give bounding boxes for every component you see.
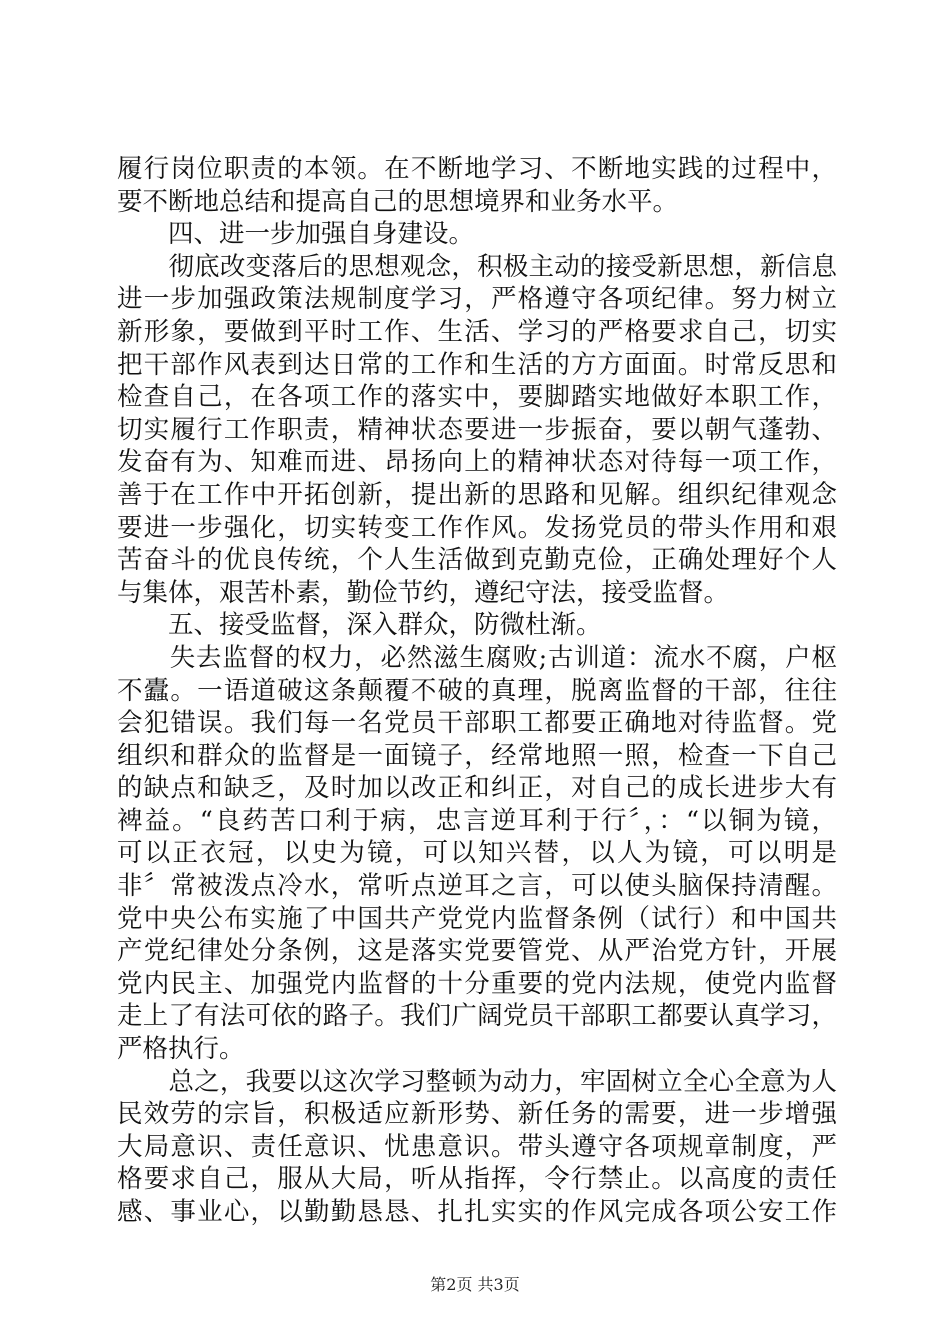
text-line: 总之，我要以这次学习整顿为动力，牢固树立全心全意为人: [117, 1066, 837, 1097]
text-line: 进一步加强政策法规制度学习，严格遵守各项纪律。努力树立: [117, 284, 837, 315]
text-line: 会犯错误。我们每一名党员干部职工都要正确地对待监督。党: [117, 708, 837, 739]
text-line: 组织和群众的监督是一面镜子，经常地照一照，检查一下自己: [117, 740, 837, 771]
text-line: 感、事业心，以勤勤恳恳、扎扎实实的作风完成各项公安工作: [117, 1197, 837, 1227]
text-line: 党内民主、加强党内监督的十分重要的党内法规，使党内监督: [117, 968, 837, 999]
text-line: 切实履行工作职责，精神状态要进一步振奋，要以朝气蓬勃、: [117, 414, 837, 445]
text-line: 不蠹。一语道破这条颠覆不破的真理，脱离监督的干部，往往: [117, 675, 837, 706]
text-line: 的缺点和缺乏，及时加以改正和纠正，对自己的成长进步大有: [117, 773, 837, 804]
page-footer: 第2页 共3页: [430, 1275, 520, 1294]
text-line: 严格执行。: [117, 1034, 245, 1065]
text-line: 要不断地总结和提高自己的思想境界和业务水平。: [117, 186, 679, 217]
text-line: 民效劳的宗旨，积极适应新形势、新任务的需要，进一步增强: [117, 1099, 837, 1130]
text-line: 要进一步强化，切实转变工作作风。发扬党员的带头作用和艰: [117, 512, 837, 543]
text-line: 失去监督的权力，必然滋生腐败;古训道：流水不腐，户枢: [117, 642, 837, 673]
text-line: 彻底改变落后的思想观念，积极主动的接受新思想，新信息: [117, 251, 837, 282]
text-line: 走上了有法可依的路子。我们广阔党员干部职工都要认真学习，: [117, 1001, 837, 1032]
body-text: [117, 153, 837, 1229]
text-line: 产党纪律处分条例，这是落实党要管党、从严治党方针，开展: [117, 936, 837, 967]
text-line: 发奋有为、知难而进、昂扬向上的精神状态对待每一项工作，: [117, 447, 837, 478]
text-line: 善于在工作中开拓创新，提出新的思路和见解。组织纪律观念: [117, 479, 837, 510]
text-line: 四、进一步加强自身建设。: [117, 219, 475, 250]
text-line: 可以正衣冠，以史为镜，可以知兴替，以人为镜，可以明是: [117, 838, 837, 869]
text-line: 党中央公布实施了中国共产党党内监督条例（试行）和中国共: [117, 903, 837, 934]
text-line: 与集体，艰苦朴素，勤俭节约，遵纪守法，接受监督。: [117, 577, 730, 608]
text-line: 五、接受监督，深入群众，防微杜渐。: [117, 610, 602, 641]
text-line: 格要求自己，服从大局，听从指挥，令行禁止。以高度的责任: [117, 1164, 837, 1195]
text-line: 检查自己，在各项工作的落实中，要脚踏实地做好本职工作，: [117, 382, 837, 413]
text-line: 把干部作风表到达日常的工作和生活的方方面面。时常反思和: [117, 349, 837, 380]
text-line: 新形象，要做到平时工作、生活、学习的严格要求自己，切实: [117, 316, 837, 347]
text-line: 裨益。“良药苦口利于病，忠言逆耳利于行〞，：“以铜为镜，: [117, 805, 837, 836]
text-line: 大局意识、责任意识、忧患意识。带头遵守各项规章制度，严: [117, 1131, 837, 1162]
text-line: 履行岗位职责的本领。在不断地学习、不断地实践的过程中，: [117, 154, 837, 184]
text-line: 非〞常被泼点冷水，常听点逆耳之言，可以使头脑保持清醒。: [117, 871, 837, 902]
text-line: 苦奋斗的优良传统，个人生活做到克勤克俭，正确处理好个人: [117, 545, 837, 576]
